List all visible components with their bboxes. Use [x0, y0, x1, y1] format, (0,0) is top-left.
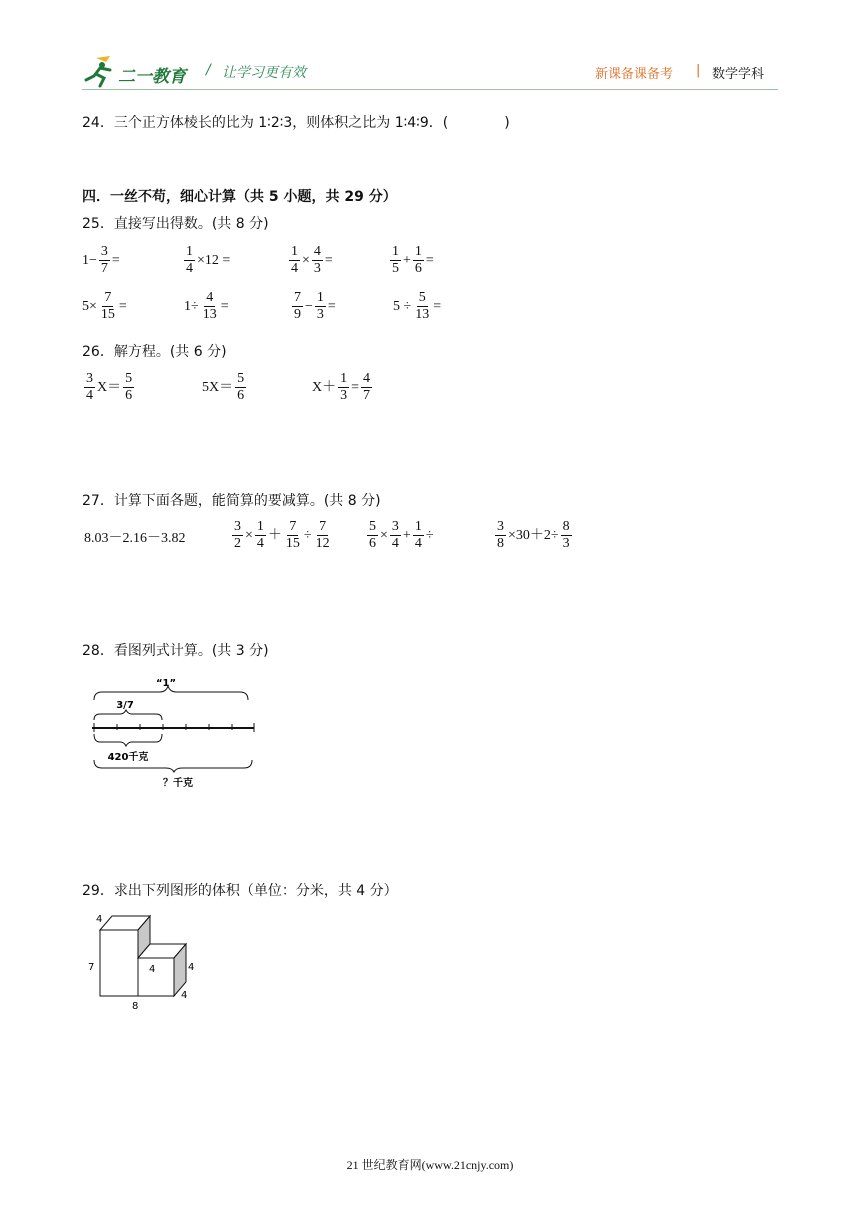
composite-solid-figure [84, 908, 204, 1014]
fraction: $\frac{5}{6}$ [237, 371, 245, 403]
fraction: $\frac{5}{6}$ [369, 520, 376, 551]
slogan-divider: / [206, 62, 211, 78]
fraction: $\frac{7}{15}$ [100, 290, 115, 322]
fraction: $\frac{1}{4}$ [256, 519, 264, 551]
whole-label: “1” [155, 678, 177, 689]
dim-bottom-width: 8 [132, 1001, 139, 1012]
header-rule [82, 89, 778, 90]
logo-text: 二一教育 [118, 67, 186, 87]
question-24: 24．三个正方体棱长的比为 1∶2∶3，则体积之比为 1∶4∶9．( ) [82, 115, 510, 131]
small-block-front [138, 958, 174, 996]
fraction: $\frac{7}{15}$ [285, 519, 300, 551]
q27-expression-4: $\frac{3}{8}$ ×30＋2÷ $\frac{8}{3}$ [497, 519, 570, 551]
slogan: 让学习更有效 [222, 65, 306, 81]
fraction: $\frac{8}{3}$ [562, 519, 570, 551]
q25-item-4: $\frac{1}{5}$ + $\frac{1}{6}$ = [392, 244, 434, 276]
fraction-brace [94, 710, 162, 720]
fraction-bar-diagram [86, 672, 266, 794]
fraction: $\frac{3}{4}$ [86, 371, 93, 403]
q25-item-8: 5 ÷ $\frac{5}{13}$ = [393, 290, 442, 322]
question-27-title: 27．计算下面各题，能简算的要减算。(共 8 分) [82, 493, 381, 509]
unknown-total-label: ？千克 [163, 778, 193, 789]
fraction: $\frac{5}{13}$ [415, 290, 430, 322]
question-28-title: 28．看图列式计算。(共 3 分) [82, 643, 269, 659]
part-brace [94, 734, 162, 746]
fraction: $\frac{1}{3}$ [340, 371, 348, 403]
question-26-title: 26．解方程。(共 6 分) [82, 344, 227, 360]
fraction: $\frac{1}{4}$ [291, 244, 298, 276]
header-separator: | [696, 63, 701, 78]
q27-expression-1: 8.03－2.16－3.82 [84, 531, 186, 546]
fraction: $\frac{7}{12}$ [315, 519, 330, 551]
q25-item-1: 1 − $\frac{3}{7}$ = [82, 244, 120, 276]
dim-right-depth: 4 [181, 990, 188, 1001]
fraction: $\frac{3}{8}$ [497, 519, 504, 551]
fraction: $\frac{4}{7}$ [363, 371, 371, 403]
q26-equation-1: $\frac{3}{4}$ X＝ $\frac{5}{6}$ [86, 371, 133, 403]
dim-top-depth: 4 [96, 914, 103, 925]
fraction: $\frac{1}{3}$ [316, 290, 324, 322]
dim-inner-width: 4 [149, 964, 156, 975]
q26-equation-2: 5X＝ $\frac{5}{6}$ [202, 371, 245, 403]
fraction: $\frac{7}{9}$ [294, 290, 301, 322]
q27-expression-3: $\frac{5}{6}$ × $\frac{3}{4}$ + $\frac{1}{4}$ ÷ [369, 520, 434, 551]
q25-item-7: $\frac{7}{9}$ − $\frac{1}{3}$ = [294, 290, 336, 322]
fraction: $\frac{3}{2}$ [234, 519, 241, 551]
fraction: $\frac{1}{6}$ [414, 244, 422, 276]
question-29-title: 29．求出下列图形的体积（单位：分米，共 4 分） [82, 883, 398, 899]
footer: 21 世纪教育网(www.21cnjy.com) [346, 1158, 514, 1172]
q27-expression-2: $\frac{3}{2}$ × $\frac{1}{4}$ ＋ $\frac{7}{15}$ ÷ $\frac{7}{12}$ [234, 519, 330, 551]
q25-item-5: 5× $\frac{7}{15}$ = [82, 290, 127, 322]
runner-logo-icon [82, 56, 118, 88]
tall-block-front [100, 930, 138, 996]
question-25-title: 25．直接写出得数。(共 8 分) [82, 216, 269, 232]
dim-right-height: 4 [188, 962, 195, 973]
fraction: $\frac{3}{7}$ [100, 244, 108, 276]
dim-left-height: 7 [88, 962, 95, 973]
fraction: $\frac{4}{3}$ [313, 244, 321, 276]
fraction: $\frac{1}{4}$ [186, 244, 193, 276]
fraction: $\frac{3}{4}$ [391, 520, 399, 551]
fraction-label: 3/7 [116, 700, 134, 711]
q26-equation-3: X＋ $\frac{1}{3}$ = $\frac{4}{7}$ [312, 371, 371, 403]
q25-item-6: 1÷ $\frac{4}{13}$ = [184, 290, 229, 322]
fraction: $\frac{1}{4}$ [414, 520, 422, 551]
q25-item-2: $\frac{1}{4}$ ×12 = [186, 244, 231, 276]
fraction: $\frac{5}{6}$ [125, 371, 133, 403]
q25-item-3: $\frac{1}{4}$ × $\frac{4}{3}$ = [291, 244, 333, 276]
fraction: $\frac{1}{5}$ [392, 244, 399, 276]
fraction: $\frac{4}{13}$ [202, 290, 217, 322]
part-value-label: 420千克 [107, 752, 149, 763]
section-4-title: 四．一丝不苟，细心计算（共 5 小题，共 29 分） [82, 189, 397, 205]
header [82, 56, 782, 90]
header-course-label: 新课备课备考 [595, 67, 674, 82]
header-subject: 数学学科 [712, 67, 765, 82]
